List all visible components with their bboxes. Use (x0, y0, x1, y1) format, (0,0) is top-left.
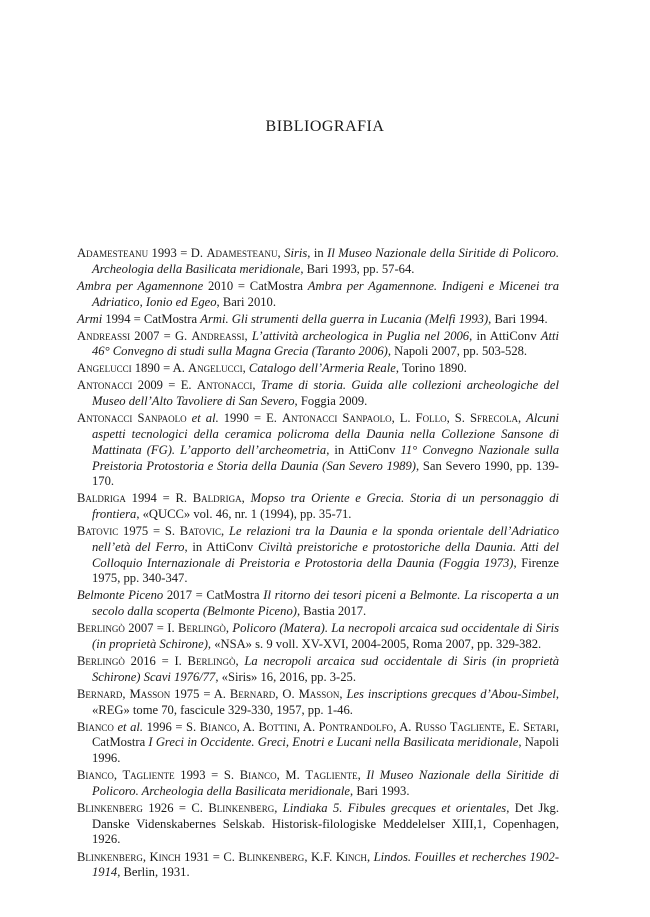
entry-text: , (252, 378, 261, 393)
entry-text: , L. (391, 411, 416, 426)
entry-text: , Bastia 2017. (296, 604, 367, 619)
work-title: La necropoli arcaica sud occidentale di Siris (in proprietà Schirone) Scavi 1976/77 (92, 654, 559, 684)
bibliography-entry (77, 279, 559, 311)
work-title: et al. (191, 411, 219, 426)
author-name: Blinkenberg (77, 800, 143, 815)
entry-text: , Det Jkg. Danske Videnskabernes Selskab. Historisk-filologiske Meddelelser XIII,1, Copenhagen, 1926. (92, 800, 559, 847)
entry-text: , (517, 411, 527, 426)
entry-text: , (244, 328, 252, 343)
bibliography-entry (77, 588, 559, 620)
author-name: Kinch (335, 849, 367, 864)
entry-text: 1890 = A. (131, 361, 189, 376)
work-title: Il Museo Nazionale della Siritide di Policoro. Archeologia della Basilicata meridionale (92, 246, 560, 276)
page-title: BIBLIOGRAFIA (265, 118, 385, 135)
bibliography-entry (77, 621, 559, 653)
work-title: 11° Convegno Nazionale sulla Preistoria Protostoria e Storia della Daunia (San Severo 1989) (92, 442, 559, 473)
entry-text: , (277, 246, 285, 260)
author-name: Follo (415, 411, 447, 426)
entry-text: , Firenze 1975, pp. 340-347. (92, 555, 559, 586)
work-title: Armi (77, 311, 103, 326)
bibliography-list (77, 246, 559, 882)
work-title: Armi. Gli strumenti della guerra in Lucania (Melfi 1993) (200, 311, 489, 326)
author-name: Baldriga (77, 491, 126, 506)
entry-text: 2010 = CatMostra (203, 278, 308, 293)
entry-text: 2007 = I. (124, 621, 178, 636)
bibliography-entry (77, 411, 559, 490)
work-title: Policoro (Matera). La necropoli arcaica sud occidentale di Siris (in proprietà Schirone) (92, 621, 559, 651)
work-title: Ambra per Agamennone (77, 278, 204, 293)
entry-text: , in (307, 246, 328, 260)
entry-text: , (225, 621, 233, 636)
work-title: Catalogo dell’Armeria Reale (248, 361, 396, 376)
work-title: Il Museo Nazionale della Siritide di Policoro. Archeologia della Basilicata meridionale (92, 768, 560, 798)
work-title: Trame di storia. Guida alle collezioni archeologiche del Museo dell’Alto Tavoliere di San Severo (92, 378, 559, 409)
entry-text: 2007 = G. (130, 328, 192, 343)
bibliography-entry (77, 524, 559, 587)
author-name: Bianco (199, 719, 237, 734)
author-name: Berlingò (187, 654, 236, 669)
author-name: Antonacci Sanpaolo (281, 411, 392, 426)
author-name: Masson (298, 686, 340, 701)
entry-text: , Bari 1993, pp. 57-64. (300, 261, 415, 276)
work-title: et al. (117, 719, 144, 734)
bibliography-entry (77, 768, 559, 800)
entry-text: , (274, 800, 283, 815)
entry-text: , Bari 1993. (350, 783, 410, 798)
entry-text: 1975 = S. (118, 524, 180, 539)
author-name: Setari (523, 719, 556, 734)
author-name: Bottini (258, 719, 297, 734)
work-title: Mopso tra Oriente e Grecia. Storia di un personaggio di frontiera (92, 491, 559, 522)
entry-text: 1931 = C. (180, 849, 239, 864)
bibliography-entry (77, 491, 559, 523)
entry-text: , (221, 524, 229, 539)
work-title: Les inscriptions grecques d’Abou-Simbel (346, 686, 556, 701)
entry-text: , A. (393, 719, 415, 734)
author-name: Bianco (77, 719, 114, 734)
entry-text: , O. (275, 686, 299, 701)
author-name: Bernard (229, 686, 276, 701)
entry-text: , M. (276, 768, 306, 783)
work-title: Civiltà preistoriche e protostoriche della Daunia. Atti del Colloquio Internazionale di Preistoria e Protostoria della Daunia (Foggia 1973) (92, 539, 559, 570)
entry-text: , Torino 1890. (395, 361, 467, 376)
bibliography-entry (77, 246, 559, 278)
entry-text: , Berlin, 1931. (117, 865, 190, 880)
entry-text: 1975 = A. (170, 686, 230, 701)
author-name: Antonacci (196, 378, 253, 393)
entry-text: , San Severo 1990, pp. 139-170. (92, 458, 560, 489)
entry-text: , in AttiConv (469, 328, 541, 343)
entry-text: , A. (236, 719, 259, 734)
entry-text: , «NSA» s. 9 voll. XV-XVI, 2004-2005, Roma 2007, pp. 329-382. (207, 636, 542, 651)
entry-text: 1996 = S. (143, 719, 200, 734)
author-name: Bianco (239, 768, 277, 783)
entry-text: , in AttiConv (326, 442, 401, 457)
bibliography-entry (77, 312, 559, 328)
entry-text: , A. (296, 719, 319, 734)
work-title: Alcuni aspetti tecnologici della ceramica policroma della Daunia nella Collezione Sansone di Mattinata (FG). L’apporto dell’archeometria (92, 411, 560, 457)
entry-text: , «Siris» 16, 2016, pp. 3-25. (215, 669, 356, 684)
bibliography-entry (77, 378, 559, 410)
work-title: Siris (284, 246, 308, 260)
entry-text: 2017 = CatMostra (163, 588, 264, 603)
author-name: Angelucci (188, 361, 243, 376)
author-name: Adamesteanu (77, 246, 149, 260)
entry-text: , Bari 2010. (216, 294, 276, 309)
entry-text: 2016 = I. (124, 654, 188, 669)
entry-text: 1993 = D. (148, 246, 207, 260)
entry-text: , Napoli 2007, pp. 503-528. (387, 344, 528, 359)
author-name: Batovic (77, 524, 119, 539)
bibliography-entry (77, 850, 559, 882)
bibliography-entry (77, 720, 559, 767)
work-title: L’attività archeologica in Puglia nel 2006 (251, 328, 470, 343)
bibliography-entry (77, 329, 559, 361)
entry-text: , K.F. (304, 849, 336, 864)
author-name: Bernard, Masson (77, 686, 171, 701)
entry-text: , (366, 849, 374, 864)
author-name: Berlingò (77, 621, 125, 636)
entry-text: 1926 = C. (142, 800, 209, 815)
entry-text: , Foggia 2009. (294, 394, 368, 409)
entry-text: , Bari 1994. (488, 311, 548, 326)
author-name: Russo Tagliente (415, 719, 502, 734)
author-name: Blinkenberg (238, 849, 305, 864)
work-title: Ambra per Agamennone. Indigeni e Micenei tra Adriatico, Ionio ed Egeo (92, 278, 559, 309)
author-name: Tagliente (305, 768, 358, 783)
entry-text: , CatMostra (92, 719, 559, 750)
entry-text: 1990 = E. (218, 411, 282, 426)
work-title: Lindos. Fouilles et recherches 1902-1914 (92, 849, 560, 880)
entry-text: , in AttiConv (184, 539, 259, 554)
author-name: Baldriga (192, 491, 242, 506)
author-name: Blinkenberg (208, 800, 275, 815)
author-name: Adamesteanu (206, 246, 278, 260)
author-name: Andreassi (77, 328, 131, 343)
entry-text: , «QUCC» vol. 46, nr. 1 (1994), pp. 35-71. (136, 507, 352, 522)
entry-text: , (241, 491, 251, 506)
entry-text: , (339, 686, 347, 701)
entry-text: 1994 = R. (125, 491, 193, 506)
entry-text: , Napoli 1996. (92, 735, 559, 766)
author-name: Angelucci (77, 361, 132, 376)
author-name: Antonacci (77, 378, 133, 393)
bibliography-entry (77, 687, 559, 719)
work-title: Atti 46° Convegno di studi sulla Magna Grecia (Taranto 2006) (92, 328, 559, 359)
author-name: Pontrandolfo (318, 719, 394, 734)
work-title: I Greci in Occidente. Greci, Enotri e Lucani nella Basilicata meridionale (148, 735, 519, 750)
bibliography-entry (77, 801, 559, 848)
entry-text: , (242, 361, 249, 376)
entry-text: , S. (446, 411, 470, 426)
author-name: Andreassi (191, 328, 245, 343)
entry-text: , (235, 654, 245, 669)
work-title: Belmonte Piceno (77, 588, 164, 603)
entry-text: , E. (501, 719, 524, 734)
entry-text: , «REG» tome 70, fascicule 329-330, 1957, pp. 1-46. (92, 686, 559, 717)
author-name: Bianco, Tagliente (77, 768, 175, 783)
entry-text: 1994 = CatMostra (102, 311, 201, 326)
entry-text: , (357, 768, 367, 783)
author-name: Berlingò (177, 621, 226, 636)
entry-text: 2009 = E. (132, 378, 197, 393)
author-name: Batovic (179, 524, 222, 539)
work-title: Le relazioni tra la Daunia e la sponda orientale dell’Adriatico nell’età del Ferro (92, 524, 559, 554)
author-name: Sfrecola (469, 411, 518, 426)
bibliography-entry (77, 654, 559, 686)
author-name: Blinkenberg, Kinch (77, 849, 181, 864)
author-name: Berlingò (77, 654, 125, 669)
bibliography-entry (77, 361, 559, 377)
author-name: Antonacci Sanpaolo (77, 411, 187, 426)
work-title: Il ritorno dei tesori piceni a Belmonte. La riscoperta a un secolo dalla scoperta (Belmonte Piceno) (92, 588, 559, 619)
entry-text: 1993 = S. (174, 768, 240, 783)
work-title: Lindiaka 5. Fibules grecques et orientales (282, 800, 507, 815)
